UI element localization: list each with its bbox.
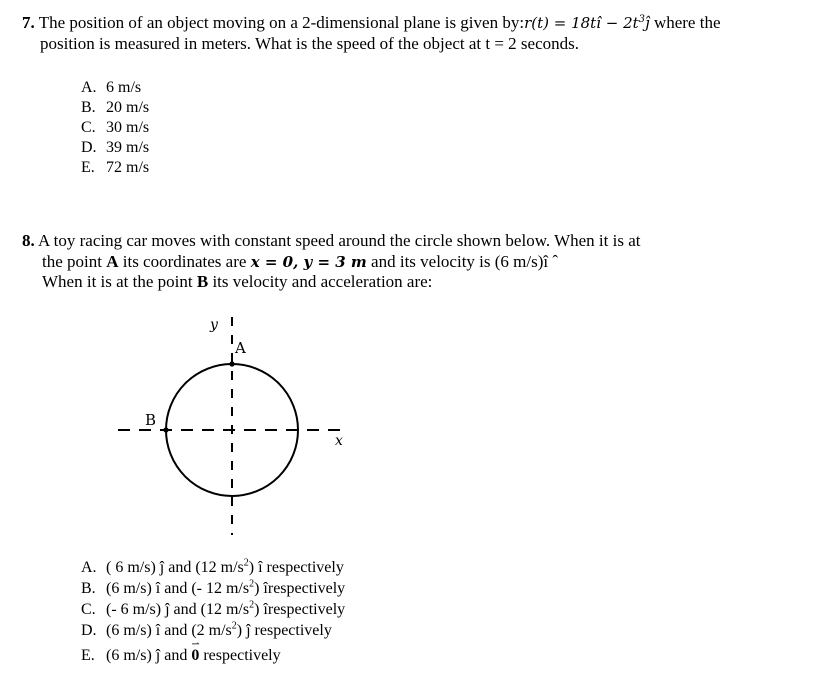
q7-choice-e[interactable]: E. 72 m/s <box>81 159 150 176</box>
point-a-ref: A <box>106 252 119 271</box>
q7-choice-d[interactable]: D. 39 m/s <box>81 139 150 156</box>
q8-choice-a[interactable]: A. ( 6 m/s) ĵ and (12 $m/s^2$) î respectively <box>81 557 344 576</box>
q8-choice-e[interactable]: E. (6 m/s) ĵ and ⇀ 0 respectively <box>81 639 281 664</box>
circular-motion-diagram <box>100 305 370 545</box>
y-axis-label: y <box>210 317 218 333</box>
point-b-label: B <box>145 411 157 429</box>
q7-text-b: where the <box>649 13 721 32</box>
q8-line-2: the point A its coordinates are x = 0, y = 3 m and its velocity is (6 m/s)î ˆ <box>42 252 559 271</box>
q8-choice-d[interactable]: D. (6 m/s) î and (2 $m/s^2$) ĵ respectively <box>81 620 332 639</box>
point-a-dot <box>229 361 234 366</box>
q7-position-formula: r(t) = 18tî − $2t^3ĵ$ <box>524 14 650 32</box>
zero-vector: ⇀ 0 <box>191 639 200 664</box>
point-b-dot <box>163 427 168 432</box>
q8-coordinates: x = 0, y = 3 m <box>250 253 367 271</box>
q8-choice-c[interactable]: C. (- 6 m/s) ĵ and (12 $m/s^2$) îrespectively <box>81 599 346 618</box>
q7-line-1 <box>22 13 721 33</box>
q7-choice-c[interactable]: C. 30 m/s <box>81 119 150 136</box>
q7-choice-a[interactable]: A. 6 m/s <box>81 79 142 96</box>
q8-line-1: 8. A toy racing car moves with constant speed around the circle shown below. When it is at <box>22 231 641 250</box>
q7-line-2: position is measured in meters. What is the speed of the object at t = 2 seconds. <box>40 34 579 53</box>
q8-number: 8. <box>22 231 35 250</box>
x-axis-label: x <box>335 433 343 449</box>
q7-choice-b[interactable]: B. 20 m/s <box>81 99 150 116</box>
q8-choice-b[interactable]: B. (6 m/s) î and (- 12 $m/s^2$) îrespectively <box>81 578 346 597</box>
q8-line-3: When it is at the point B its velocity and acceleration are: <box>42 272 433 291</box>
point-b-ref: B <box>196 272 209 291</box>
q7-text-a: The position of an object moving on a 2-dimensional plane is given by: <box>34 13 525 32</box>
q7-number: 7. <box>22 13 35 32</box>
point-a-label: A <box>235 339 246 357</box>
